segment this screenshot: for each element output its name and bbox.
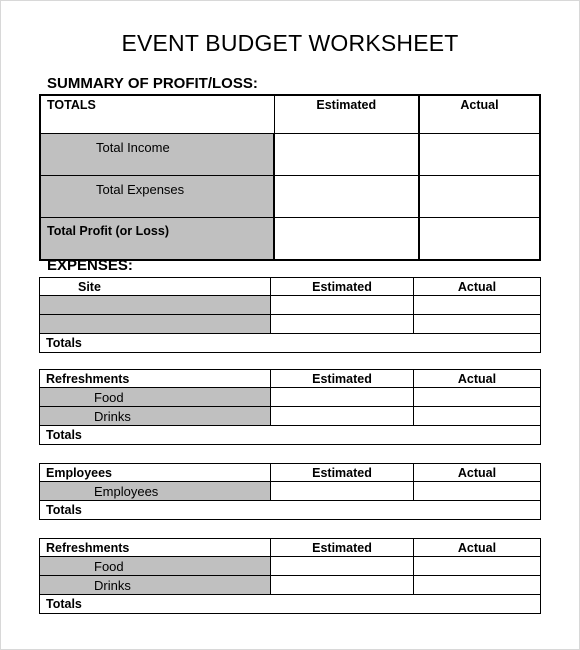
employees-actual[interactable] xyxy=(414,482,541,501)
summary-estimated-header: Estimated xyxy=(274,95,419,134)
total-expenses-estimated[interactable] xyxy=(274,176,419,218)
site-item-actual[interactable] xyxy=(414,315,541,334)
drinks-estimated[interactable] xyxy=(271,576,414,595)
summary-table xyxy=(39,94,541,261)
employees-table xyxy=(39,463,541,520)
summary-heading: SUMMARY OF PROFIT/LOSS: xyxy=(47,75,258,92)
refreshments-actual-header: Actual xyxy=(414,370,541,388)
food-estimated[interactable] xyxy=(271,388,414,407)
site-actual-header: Actual xyxy=(414,278,541,296)
employees-estimated[interactable] xyxy=(271,482,414,501)
summary-actual-header: Actual xyxy=(419,95,540,134)
total-expenses-label: Total Expenses xyxy=(40,176,274,218)
site-item xyxy=(40,296,271,315)
refreshments-table xyxy=(39,369,541,445)
total-profit-estimated[interactable] xyxy=(274,218,419,261)
drinks-actual[interactable] xyxy=(414,407,541,426)
food-label: Food xyxy=(40,557,271,576)
drinks-label: Drinks xyxy=(40,576,271,595)
expenses-heading: EXPENSES: xyxy=(47,257,133,274)
refreshments-totals: Totals xyxy=(40,595,541,614)
food-label: Food xyxy=(40,388,271,407)
total-expenses-actual[interactable] xyxy=(419,176,540,218)
refreshments-actual-header: Actual xyxy=(414,539,541,557)
employees-header: Employees xyxy=(40,464,271,482)
summary-totals-header: TOTALS xyxy=(40,95,274,134)
drinks-estimated[interactable] xyxy=(271,407,414,426)
site-header: Site xyxy=(40,278,271,296)
site-totals: Totals xyxy=(40,334,541,353)
food-actual[interactable] xyxy=(414,557,541,576)
total-income-estimated[interactable] xyxy=(274,134,419,176)
site-item-estimated[interactable] xyxy=(271,315,414,334)
refreshments-table-2 xyxy=(39,538,541,614)
site-estimated-header: Estimated xyxy=(271,278,414,296)
employees-actual-header: Actual xyxy=(414,464,541,482)
drinks-label: Drinks xyxy=(40,407,271,426)
food-actual[interactable] xyxy=(414,388,541,407)
refreshments-header: Refreshments xyxy=(40,539,271,557)
site-item xyxy=(40,315,271,334)
refreshments-totals: Totals xyxy=(40,426,541,445)
employees-estimated-header: Estimated xyxy=(271,464,414,482)
total-income-actual[interactable] xyxy=(419,134,540,176)
page-title: EVENT BUDGET WORKSHEET xyxy=(121,30,459,56)
total-profit-actual[interactable] xyxy=(419,218,540,261)
refreshments-estimated-header: Estimated xyxy=(271,370,414,388)
refreshments-header: Refreshments xyxy=(40,370,271,388)
food-estimated[interactable] xyxy=(271,557,414,576)
total-profit-label: Total Profit (or Loss) xyxy=(40,218,274,261)
site-table xyxy=(39,277,541,353)
refreshments-estimated-header: Estimated xyxy=(271,539,414,557)
site-item-estimated[interactable] xyxy=(271,296,414,315)
site-item-actual[interactable] xyxy=(414,296,541,315)
employees-label: Employees xyxy=(40,482,271,501)
employees-totals: Totals xyxy=(40,501,541,520)
total-income-label: Total Income xyxy=(40,134,274,176)
drinks-actual[interactable] xyxy=(414,576,541,595)
